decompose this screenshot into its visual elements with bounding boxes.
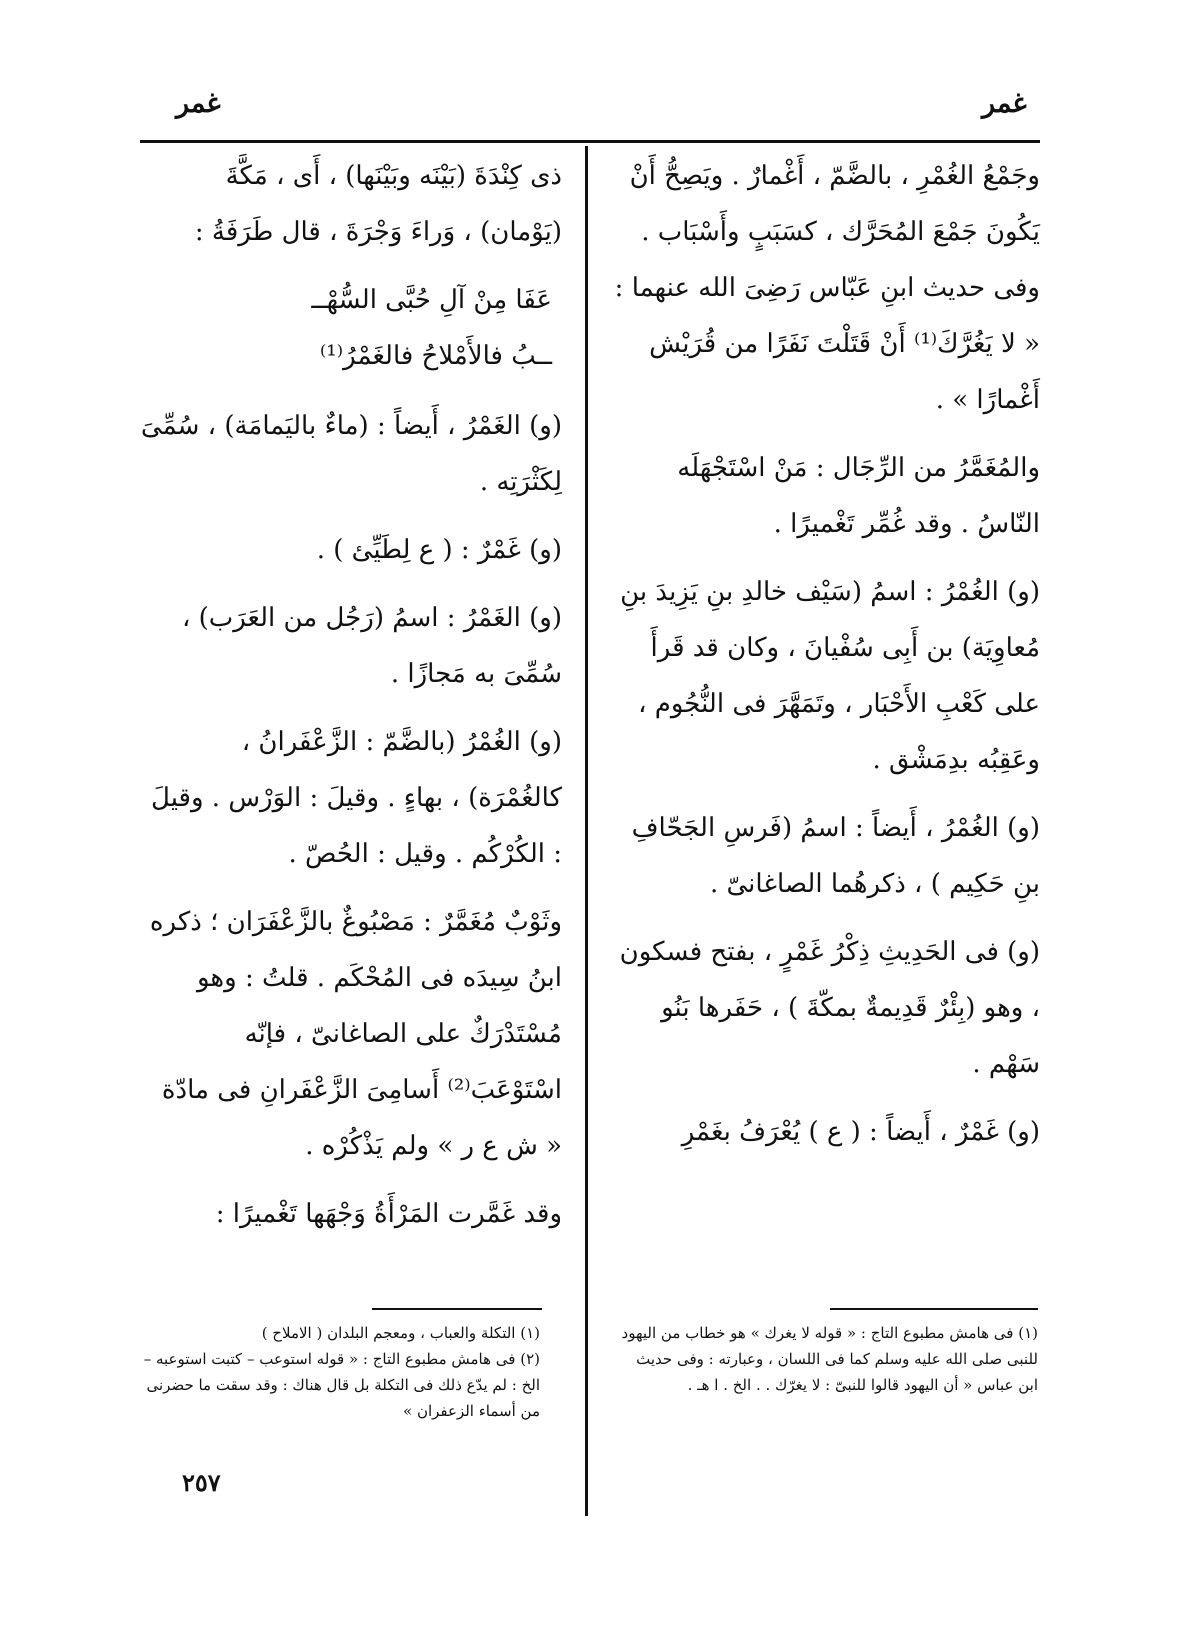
footnote-rule-left [372, 1308, 542, 1310]
entry-paragraph: وقد غَمَّرت المَرْأَةُ وَجْهَها تَغْميرًا : [215, 1199, 562, 1229]
page-number: ٢٥٧ [182, 1468, 221, 1497]
footnote: (١) فى هامش مطبوع التاج : « قوله لا يغرك » هو خطاب من اليهود للنبى صلى الله عليه وسلم كما فى اللسان ، وعبارته : وفى حديث ابن عباس « أن اليهود قالوا للنبىّ : لا يغرّك . . الخ . ا هـ . [621, 1324, 1038, 1394]
entry-paragraph: (و) غَمْرٌ ، أَيضاً : ( ع ) يُعْرَفُ بغَمْرِ [681, 1117, 1040, 1147]
entry-paragraph: (و) الغُمْرُ ، أَيضاً : اسمُ (فَرسِ الجَحّافِ بنِ حَكِيم ) ، ذكرهُما الصاغانىّ . [631, 813, 1040, 899]
entry-paragraph: وثَوْبٌ مُغَمَّرٌ : مَصْبُوغٌ بالزَّعْفَرَان ؛ ذكره ابنُ سِيدَه فى المُحْكَم . قلتُ : وهو مُسْتَدْرَكٌ على الصاغانىّ ، فإنّه اسْتَوْعَبَ⁽²⁾ أَسامِىَ الزَّعْفَرانِ فى مادّة « ش ع ر » ولم يَذْكُرْه . [149, 907, 562, 1161]
verse-hemistich-first: عَفَا مِنْ آلِ حُبَّى السُّهْــ [311, 285, 552, 315]
column-divider [585, 146, 588, 1516]
entry-paragraph: (و) فى الحَدِيثِ ذِكْرُ غَمْرٍ ، بفتح فسكون ، وهو (بِئْرٌ قَدِيمةٌ بمكّةَ ) ، حَفَرها بَنُو سَهْم . [619, 937, 1040, 1079]
entry-paragraph: والمُغَمَّرُ من الرِّجَال : مَنْ اسْتَجْهَلَه النّاسُ . وقد غُمِّر تَغْميرًا . [677, 453, 1040, 539]
header-rule [140, 140, 1040, 143]
entry-paragraph: (و) الغُمْرُ (بالضَّمّ : الزَّعْفَرانُ ، كالغُمْرَة) ، بهاءٍ . وقيلَ : الوَرْس . وقيلَ : الكُرْكُم . وقيل : الحُصّ . [151, 727, 562, 869]
footnote: (١) التكلة والعباب ، ومعجم البلدان ( الاملاح ) [261, 1324, 540, 1342]
verse-hemistich-second: ــبُ فالأَمْلاحُ فالغَمْرُ⁽¹⁾ [319, 341, 552, 371]
footnotes-right [612, 1320, 1038, 1398]
footnote-rule-right [830, 1308, 1038, 1310]
footnotes-left [140, 1320, 540, 1424]
entry-paragraph: (و) غَمْرٌ : ( ع لِطَيِّئ ) . [316, 535, 562, 565]
left-column [140, 148, 562, 1254]
running-head-left: غمر [176, 88, 221, 119]
footnote: (٢) فى هامش مطبوع التاج : « قوله استوعب – كتبت استوعبه – الخ : لم يدّع ذلك فى التكلة بل قال هناك : وقد سقت ما حضرنى من أسماء الزعفران » [143, 1350, 540, 1420]
running-head-right: غمر [982, 88, 1027, 119]
entry-paragraph: (و) الغَمْرُ : اسمُ (رَجُل من العَرَب) ، سُمِّىَ به مَجازًا . [181, 603, 562, 689]
entry-paragraph: (و) الغَمْرُ ، أَيضاً : (ماءٌ باليَمامَة) ، سُمِّىَ لِكَثْرَتِه . [140, 411, 562, 497]
entry-paragraph: وجَمْعُ الغُمْرِ ، بالضَّمّ ، أَغْمارٌ . ويَصِحُّ أَنْ يَكُونَ جَمْعَ المُحَرَّك ، كسَبَبٍ وأَسْبَاب . وفى حديث ابنِ عَبّاس رَضِىَ الله عنهما : « لا يَغُرَّكَ⁽¹⁾ أَنْ قَتَلْتَ نَفَرًا من قُرَيْش أَغْمارًا » . [614, 161, 1040, 415]
poetry-verse [140, 272, 562, 384]
entry-paragraph: ذى كِنْدَةَ (بَيْنَه وبَيْنَها) ، أَى ، مَكَّةَ (يَوْمان) ، وَراءَ وَجْرَةَ ، قال طَرَفَةُ : [194, 161, 562, 247]
entry-paragraph: (و) الغُمْرُ : اسمُ (سَيْف خالدِ بنِ يَزِيدَ بنِ مُعاوِيَة) بن أَبِى سُفْيانَ ، وكان قد قَرأَ على كَعْبِ الأَحْبَار ، وتَمَهَّرَ فى النُّجُوم ، وعَقِبُه بدِمَشْق . [620, 577, 1040, 775]
right-column [612, 148, 1040, 1172]
